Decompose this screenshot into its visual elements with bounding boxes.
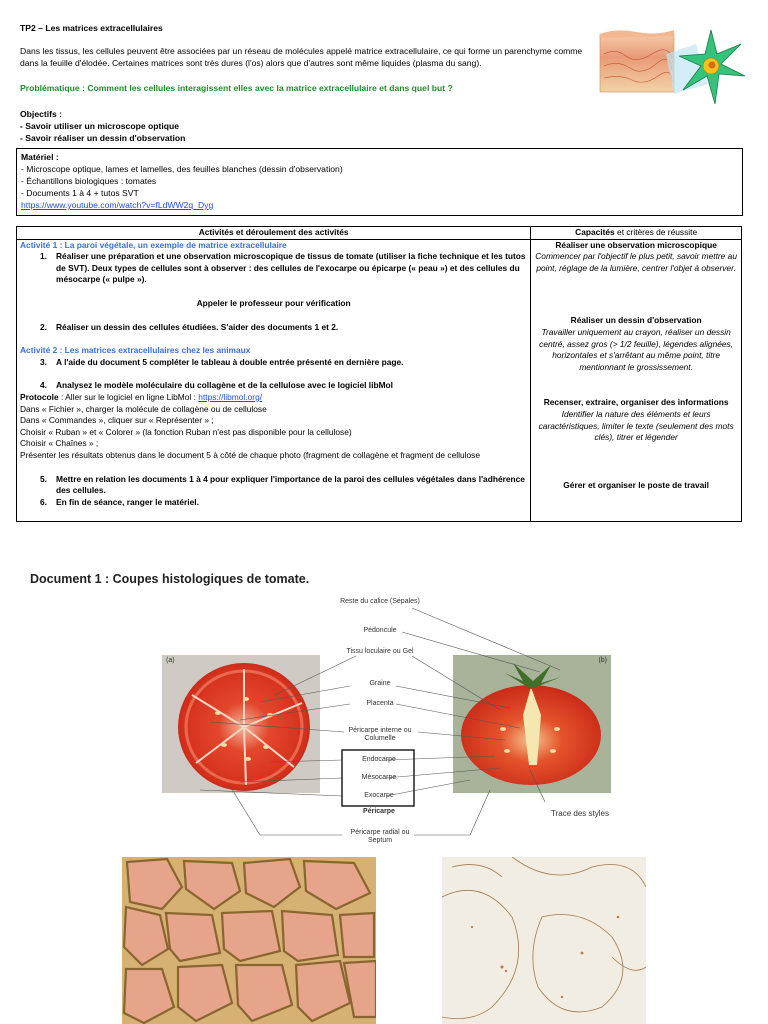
materiel-item: - Échantillons biologiques : tomates [21,176,157,186]
activity1-title: Activité 1 : La paroi végétale, un exemple de matrice extracellulaire [20,239,287,250]
cap2-title: Réaliser un dessin d'observation [570,315,702,326]
cap1-text: Commencer par l'objectif le plus petit, savoir mettre au point, réglage de la lumière, centrer l'objet à observer. [535,251,737,273]
label-pericarpe-interne: Péricarpe interne ou Columelle [348,727,412,742]
label-trace-styles: Trace des styles [551,809,609,818]
materiel-item: - Microscope optique, lames et lamelles, des feuilles blanches (dessin d'observation) [21,164,343,174]
protocole-step: Présenter les résultats obtenus dans le document 5 à côté de chaque photo (fragment de collagène et fragment de cellulose [20,449,480,460]
page-title: TP2 – Les matrices extracellulaires [20,23,163,33]
label-pedoncule: Pédoncule [363,627,397,634]
label-pericarpe: Péricarpe [363,808,395,815]
extracellular-matrix-illustration [596,14,748,116]
label-endocarpe: Endocarpe [362,756,396,763]
cap1-title: Réaliser une observation microscopique [555,239,717,250]
objectifs-heading: Objectifs : [20,109,63,119]
micrograph-mesocarp [442,857,646,1024]
label-graine: Graine [369,680,391,687]
activities-cell [17,239,531,521]
panel-a-label: (a) [166,657,175,664]
panel-b-label: (b) [598,657,607,664]
materiel-item: - Documents 1 à 4 + tutos SVT [21,188,139,198]
materiel-box [16,148,743,216]
protocole-line: Protocole : Aller sur le logiciel en ligne LibMol : https://libmol.org/ [20,391,263,402]
protocole-step: Dans « Commandes », cliquer sur « Représenter » ; [20,415,214,426]
label-pericarpe-radial: Péricarpe radial ou Septum [350,829,410,844]
label-calice: Reste du calice (Sépales) [340,598,420,605]
cap2-text: Travailler uniquement au crayon, réaliser un dessin centré, assez gros (> 1/2 feuille), légendes alignées, horizontales et s'arrêtant au même point, titre mentionnant le grossissement. [539,326,734,372]
call-professor: Appeler le professeur pour vérification [196,297,351,308]
label-tissu-loculaire: Tissu loculaire ou Gel [346,648,414,655]
step-6: 6. En fin de séance, ranger le matériel. [40,496,199,507]
activities-table [16,226,742,522]
label-mesocarpe: Mésocarpe [361,774,397,781]
objectif-item: - Savoir réaliser un dessin d'observation [20,133,186,143]
cap3-title: Recenser, extraire, organiser des informations [543,397,729,408]
col-header-capacites: Capacités et critères de réussite [531,227,742,240]
label-placenta: Placenta [366,700,394,707]
step-4: 4. Analysez le modèle moléculaire du collagène et de la cellulose avec le logiciel libMol [40,380,393,391]
col-header-activites: Activités et déroulement des activités [17,227,531,240]
document1-title: Document 1 : Coupes histologiques de tomate. [30,572,310,586]
label-exocarpe: Exocarpe [364,792,394,799]
materiel-heading: Matériel : [21,152,59,162]
protocole-step: Choisir « Chaînes » ; [20,438,99,449]
libmol-link[interactable]: https://libmol.org/ [198,391,263,402]
intro-text: Dans les tissus, les cellules peuvent être associées par un réseau de molécules appelé matrice extracellulaire, ce qui forme un parenchyme comme dans la feuille d'élodée. Certaines matrices sont très dures (l'os) alors que d'autres sont même liquides (plasma du sang). [20,46,583,68]
protocole-step: Dans « Fichier », charger la molécule de collagène ou de cellulose [20,403,267,414]
protocole-step: Choisir « Ruban » et « Colorer » (la fonction Ruban n'est pas disponible pour la cellulose) [20,426,352,437]
youtube-link[interactable]: https://www.youtube.com/watch?v=fLdWW2q_Dyg [21,200,214,210]
cap3-text: Identifier la nature des éléments et leurs caractéristiques, limiter le texte (seulement des mots clés), titrer et légender [538,408,734,443]
objectif-item: - Savoir utiliser un microscope optique [20,121,180,131]
micrograph-exocarp [122,857,376,1024]
step-1: 1. Réaliser une préparation et une observation microscopique de tissus de tomate (utiliser la fiche technique et les tutos de SVT). Deux types de cellules sont à observer : des cellules de l'exocarpe ou épicarpe (« peau ») et des cellules du mésocarpe (« pulpe »). [40,251,526,285]
cap4-title: Gérer et organiser le poste de travail [563,479,709,490]
activity2-title: Activité 2 : Les matrices extracellulaires chez les animaux [20,345,251,356]
step-5: 5. Mettre en relation les documents 1 à 4 pour expliquer l'importance de la paroi des cellules végétales dans l'adhérence des cellules. [40,473,525,496]
capacites-cell [531,239,742,521]
step-3: 3. A l'aide du document 5 compléter le tableau à double entrée présenté en dernière page. [40,356,404,367]
step-2: 2. Réaliser un dessin des cellules étudiées. S'aider des documents 1 et 2. [40,321,339,332]
problematique: Problématique : Comment les cellules interagissent elles avec la matrice extracellulaire et dans quel but ? [20,83,453,93]
